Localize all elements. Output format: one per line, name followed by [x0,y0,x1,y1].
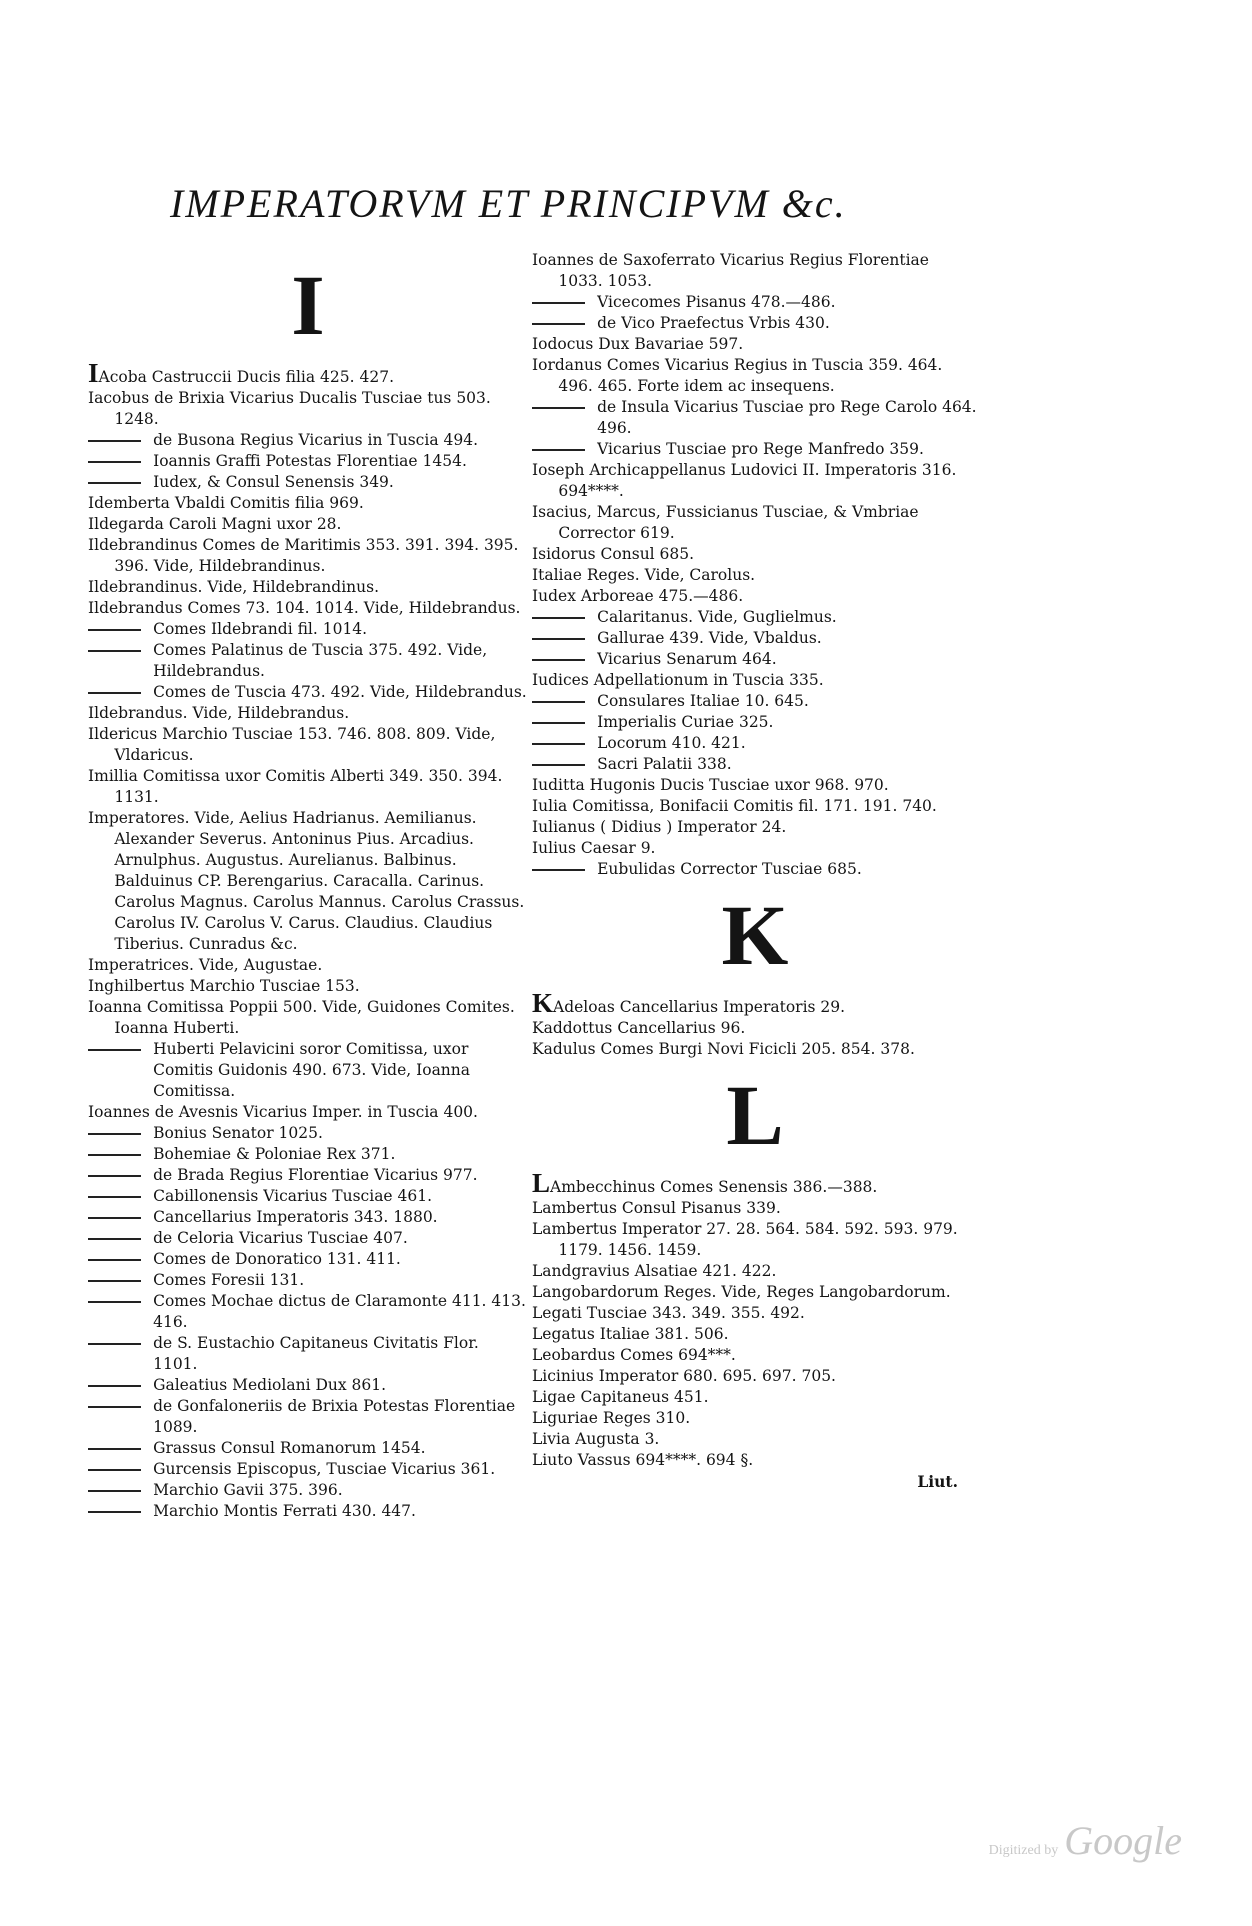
index-subentry [88,1375,528,1396]
entry-text: de Insula Vicarius Tusciae pro Rege Carolo 464. 496. [597,398,977,437]
entry-text: Iodocus Dux Bavariae 597. [532,335,744,353]
index-subentry [532,649,978,670]
index-entry [88,1102,528,1123]
index-subentry [88,1186,528,1207]
index-entry [532,355,978,397]
entry-text: Liuto Vassus 694****. 694 §. [532,1451,754,1469]
index-subentry [88,1249,528,1270]
index-entry [532,1345,978,1366]
index-entry [88,724,528,766]
entry-text: Vicarius Tusciae pro Rege Manfredo 359. [597,440,924,458]
entry-text: Galeatius Mediolani Dux 861. [153,1376,387,1394]
entry-text: de Busona Regius Vicarius in Tuscia 494. [153,431,479,449]
entry-list-k [532,988,978,1060]
entry-text: Gurcensis Episcopus, Tusciae Vicarius 361. [153,1460,496,1478]
index-subentry [88,1270,528,1291]
entry-text: Liguriae Reges 310. [532,1409,691,1427]
entry-text: Bohemiae & Poloniae Rex 371. [153,1145,396,1163]
index-entry [532,988,978,1018]
index-entry [532,670,978,691]
catchword: Liut. [917,1472,958,1491]
entry-text: Ligae Capitaneus 451. [532,1388,709,1406]
index-entry [532,1303,978,1324]
index-entry [88,535,528,577]
entry-text: Comes de Donoratico 131. 411. [153,1250,401,1268]
index-entry [532,1450,978,1471]
entry-text: Isidorus Consul 685. [532,545,695,563]
entry-text: Gallurae 439. Vide, Vbaldus. [597,629,822,647]
entry-list-i [88,358,528,1522]
entry-text: de Brada Regius Florentiae Vicarius 977. [153,1166,478,1184]
index-entry [532,334,978,355]
entry-text: Iuditta Hugonis Ducis Tusciae uxor 968. 970. [532,776,889,794]
index-entry [88,514,528,535]
entry-text: Ioseph Archicappellanus Ludovici II. Imperatoris 316. 694****. [532,461,957,500]
index-subentry [88,1228,528,1249]
index-entry [88,493,528,514]
entry-text: Iudices Adpellationum in Tuscia 335. [532,671,824,689]
entry-text: Ioannis Graffi Potestas Florentiae 1454. [153,452,467,470]
entry-text: Iulius Caesar 9. [532,839,656,857]
section-letter-k: K [721,887,789,983]
index-subentry [88,1039,528,1102]
index-subentry [88,430,528,451]
index-subentry [88,682,528,703]
index-subentry [532,292,978,313]
entry-text: Bonius Senator 1025. [153,1124,323,1142]
entry-text: Ioannes de Saxoferrato Vicarius Regius Florentiae 1033. 1053. [532,251,929,290]
entry-text: Ambecchinus Comes Senensis 386.—388. [550,1178,878,1196]
index-entry [88,955,528,976]
entry-text: Ildebrandinus. Vide, Hildebrandinus. [88,578,380,596]
index-entry [88,388,528,430]
entry-text: Locorum 410. 421. [597,734,746,752]
index-subentry [88,1291,528,1333]
index-entry [532,1219,978,1261]
entry-text: Langobardorum Reges. Vide, Reges Langobardorum. [532,1283,951,1301]
entry-text: Comes Mochae dictus de Claramonte 411. 413. 416. [153,1292,526,1331]
entry-text: Vicarius Senarum 464. [597,650,777,668]
entry-text: Huberti Pelavicini soror Comitissa, uxor Comitis Guidonis 490. 673. Vide, Ioanna Comitissa. [153,1040,471,1100]
index-subentry [532,397,978,439]
entry-text: Eubulidas Corrector Tusciae 685. [597,860,862,878]
index-subentry [88,640,528,682]
entry-text: Legatus Italiae 381. 506. [532,1325,729,1343]
entry-text: Italiae Reges. Vide, Carolus. [532,566,756,584]
index-entry [532,796,978,817]
index-subentry [532,859,978,880]
entry-text: Ildericus Marchio Tusciae 153. 746. 808. 809. Vide, Vldaricus. [88,725,496,764]
index-entry [532,250,978,292]
index-subentry [88,1123,528,1144]
entry-text: Ildebrandus. Vide, Hildebrandus. [88,704,350,722]
index-entry [532,1408,978,1429]
entry-text: Ioannes de Avesnis Vicarius Imper. in Tuscia 400. [88,1103,478,1121]
entry-text: Ioanna Comitissa Poppii 500. Vide, Guidones Comites. Ioanna Huberti. [88,998,515,1037]
index-subentry [88,1165,528,1186]
index-subentry [88,1144,528,1165]
index-entry [88,976,528,997]
index-subentry [532,754,978,775]
entry-text: Licinius Imperator 680. 695. 697. 705. [532,1367,836,1385]
index-entry [532,1366,978,1387]
entry-text: Imperatores. Vide, Aelius Hadrianus. Aemilianus. Alexander Severus. Antoninus Pius. Arcadius. Arnulphus. Augustus. Aurelianus. Balbinus. Balduinus CP. Berengarius. Caracalla. Carinus. Carolus Magnus. Carolus Mannus. Carolus Crassus. Carolus IV. Carolus V. Carus. Claudius. Claudius Tiberius. Cunradus &c. [88,809,525,953]
index-entry [532,586,978,607]
entry-text: Iulianus ( Didius ) Imperator 24. [532,818,787,836]
entry-text: Inghilbertus Marchio Tusciae 153. [88,977,360,995]
entry-text: Ildebrandinus Comes de Maritimis 353. 391. 394. 395. 396. Vide, Hildebrandinus. [88,536,519,575]
index-entry [532,775,978,796]
index-entry [532,1168,978,1198]
entry-text: Livia Augusta 3. [532,1430,660,1448]
index-entry [532,1039,978,1060]
entry-text: Marchio Gavii 375. 396. [153,1481,343,1499]
right-column [532,250,978,1492]
index-entry [532,838,978,859]
index-subentry [88,472,528,493]
index-subentry [88,451,528,472]
index-subentry [532,691,978,712]
entry-text: Kaddottus Cancellarius 96. [532,1019,746,1037]
index-subentry [88,1480,528,1501]
index-entry [88,577,528,598]
index-entry [532,1282,978,1303]
index-subentry [532,439,978,460]
entry-text: Iordanus Comes Vicarius Regius in Tuscia 359. 464. 496. 465. Forte idem ac insequens. [532,356,943,395]
entry-text: Grassus Consul Romanorum 1454. [153,1439,426,1457]
entry-text: de S. Eustachio Capitaneus Civitatis Flor. 1101. [153,1334,479,1373]
initial-capital: K [532,988,554,1018]
index-entry [532,1429,978,1450]
entry-text: Calaritanus. Vide, Guglielmus. [597,608,837,626]
index-subentry [88,1207,528,1228]
entry-text: Adeloas Cancellarius Imperatoris 29. [553,998,846,1016]
entry-text: Iulia Comitissa, Bonifacii Comitis fil. 171. 191. 740. [532,797,937,815]
index-entry [88,703,528,724]
entry-text: Isacius, Marcus, Fussicianus Tusciae, & Vmbriae Corrector 619. [532,503,919,542]
entry-text: Lambertus Consul Pisanus 339. [532,1199,781,1217]
watermark-prefix: Digitized by [988,1843,1059,1858]
index-subentry [532,607,978,628]
entry-text: Cabillonensis Vicarius Tusciae 461. [153,1187,433,1205]
entry-text: Imillia Comitissa uxor Comitis Alberti 349. 350. 394. 1131. [88,767,503,806]
entry-text: Marchio Montis Ferrati 430. 447. [153,1502,416,1520]
entry-text: Comes de Tuscia 473. 492. Vide, Hildebrandus. [153,683,527,701]
index-entry [88,598,528,619]
entry-text: Lambertus Imperator 27. 28. 564. 584. 592. 593. 979. 1179. 1456. 1459. [532,1220,958,1259]
entry-text: Iacobus de Brixia Vicarius Ducalis Tusciae tus 503. 1248. [88,389,491,428]
index-entry [532,460,978,502]
entry-text: Sacri Palatii 338. [597,755,732,773]
index-entry [532,1018,978,1039]
entry-text: Imperatrices. Vide, Augustae. [88,956,323,974]
index-subentry [88,619,528,640]
entry-text: Comes Foresii 131. [153,1271,305,1289]
index-entry [532,544,978,565]
index-entry [532,817,978,838]
index-subentry [88,1438,528,1459]
entry-text: Leobardus Comes 694***. [532,1346,736,1364]
index-subentry [532,712,978,733]
index-entry [532,502,978,544]
index-entry [532,1198,978,1219]
page-title: IMPERATORVM ET PRINCIPVM &c. [170,181,847,226]
entry-text: de Celoria Vicarius Tusciae 407. [153,1229,408,1247]
index-entry [532,1261,978,1282]
index-subentry [88,1333,528,1375]
index-subentry [532,733,978,754]
entry-text: Legati Tusciae 343. 349. 355. 492. [532,1304,805,1322]
index-subentry [532,628,978,649]
section-letter-l: L [726,1067,784,1163]
index-subentry [532,313,978,334]
entry-text: Iudex, & Consul Senensis 349. [153,473,394,491]
entry-list-l [532,1168,978,1471]
entry-text: Vicecomes Pisanus 478.—486. [597,293,836,311]
entry-text: Cancellarius Imperatoris 343. 1880. [153,1208,438,1226]
index-entry [532,565,978,586]
entry-text: Iudex Arboreae 475.—486. [532,587,744,605]
index-subentry [88,1459,528,1480]
entry-text: de Gonfaloneriis de Brixia Potestas Florentiae 1089. [153,1397,516,1436]
entry-text: Comes Palatinus de Tuscia 375. 492. Vide, Hildebrandus. [153,641,488,680]
entry-text: de Vico Praefectus Vrbis 430. [597,314,830,332]
index-entry [532,1324,978,1345]
entry-text: Consulares Italiae 10. 645. [597,692,809,710]
index-entry [88,808,528,955]
index-entry [88,766,528,808]
entry-text: Acoba Castruccii Ducis filia 425. 427. [98,368,394,386]
entry-text: Kadulus Comes Burgi Novi Ficicli 205. 854. 378. [532,1040,915,1058]
entry-text: Idemberta Vbaldi Comitis filia 969. [88,494,364,512]
index-subentry [88,1501,528,1522]
entry-list-i-continued [532,250,978,880]
entry-text: Landgravius Alsatiae 421. 422. [532,1262,777,1280]
index-entry [88,997,528,1039]
index-entry [532,1387,978,1408]
entry-text: Ildegarda Caroli Magni uxor 28. [88,515,342,533]
entry-text: Ildebrandus Comes 73. 104. 1014. Vide, Hildebrandus. [88,599,521,617]
index-subentry [88,1396,528,1438]
entry-text: Comes Ildebrandi fil. 1014. [153,620,368,638]
digitized-watermark [989,1817,1182,1864]
index-entry [88,358,528,388]
initial-capital: L [532,1168,551,1198]
watermark-brand: Google [1064,1818,1182,1863]
section-letter-i: I [291,257,325,353]
left-column [88,250,528,1522]
initial-capital: I [88,358,99,388]
entry-text: Imperialis Curiae 325. [597,713,774,731]
